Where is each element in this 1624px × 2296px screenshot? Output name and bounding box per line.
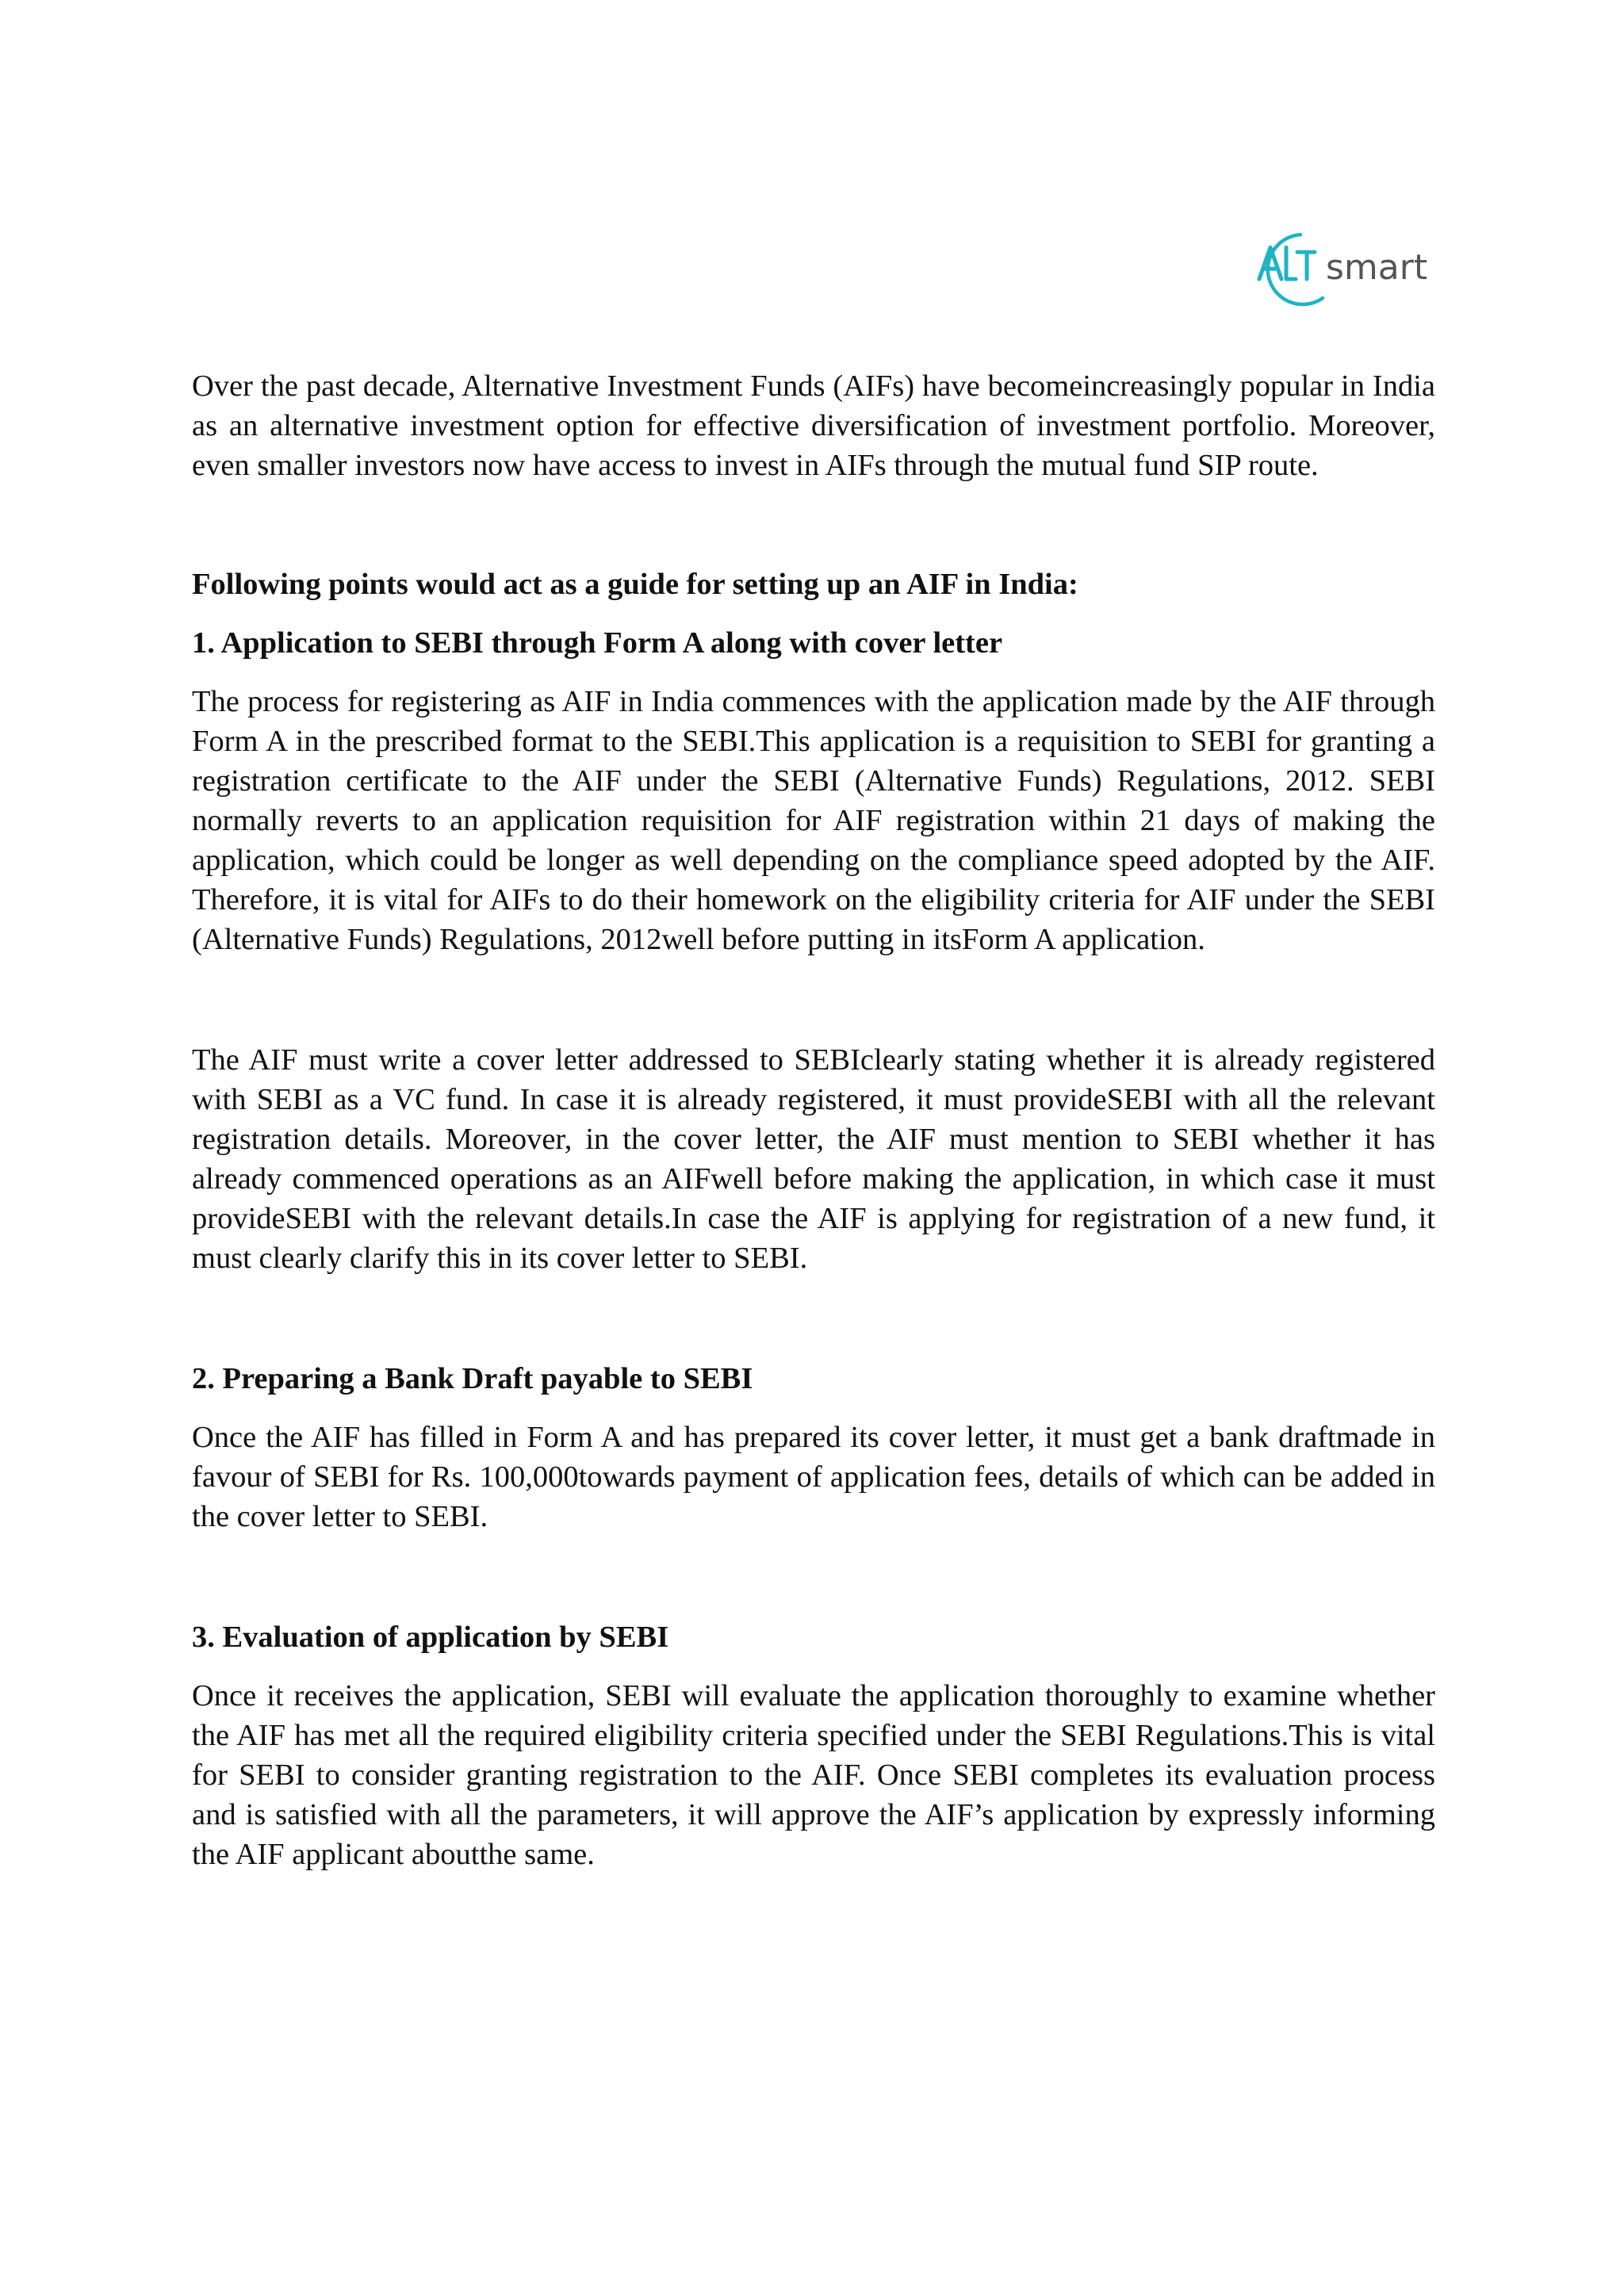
logo-text: smart xyxy=(1326,247,1428,288)
document-body xyxy=(192,366,1435,1874)
section-3-paragraph: Once it receives the application, SEBI will evaluate the application thoroughly to examine whether the AIF has met all the required eligibility criteria specified under the SEBI Regulations.This is vital for SEBI to consider granting registration to the AIF. Once SEBI completes its evaluation process and is satisfied with all the parameters, it will approve the AIF’s application by expressly informing the AIF applicant aboutthe same. xyxy=(192,1679,1435,1871)
section-2-paragraph: Once the AIF has filled in Form A and has prepared its cover letter, it must get a bank draftmade in favour of SEBI for Rs. 100,000towards payment of application fees, details of which can be added in the cover letter to SEBI. xyxy=(192,1421,1435,1533)
intro-paragraph: Over the past decade, Alternative Investment Funds (AIFs) have becomeincreasingly popular in India as an alternative investment option for effective diversification of investment portfolio. Moreover, even smaller investors now have access to invest in AIFs through the mutual fund SIP route. xyxy=(192,369,1435,482)
section-1-paragraph-1: The process for registering as AIF in India commences with the application made by the AIF through Form A in the prescribed format to the SEBI.This application is a requisition to SEBI for granting a registration certificate to the AIF under the SEBI (Alternative Funds) Regulations, 2012. SEBI normally reverts to an application requisition for AIF registration within 21 days of making the application, which could be longer as well depending on the compliance speed adopted by the AIF. Therefore, it is vital for AIFs to do their homework on the eligibility criteria for AIF under the SEBI (Alternative Funds) Regulations, 2012well before putting in itsForm A application. xyxy=(192,685,1435,956)
guide-heading: Following points would act as a guide for setting up an AIF in India: xyxy=(192,568,1078,601)
logo-mark xyxy=(1243,224,1442,312)
section-1-paragraph-2: The AIF must write a cover letter addressed to SEBIclearly stating whether it is already registered with SEBI as a VC fund. In case it is already registered, it must provideSEBI with all the relevant registration details. Moreover, in the cover letter, the AIF must mention to SEBI whether it has already commenced operations as an AIFwell before making the application, in which case it must provideSEBI with the relevant details.In case the AIF is applying for registration of a new fund, it must clearly clarify this in its cover letter to SEBI. xyxy=(192,1043,1435,1275)
company-logo xyxy=(1243,224,1442,312)
section-2-heading: 2. Preparing a Bank Draft payable to SEBI xyxy=(192,1362,753,1395)
section-1-heading: 1. Application to SEBI through Form A along with cover letter xyxy=(192,626,1003,660)
section-3-heading: 3. Evaluation of application by SEBI xyxy=(192,1621,669,1654)
